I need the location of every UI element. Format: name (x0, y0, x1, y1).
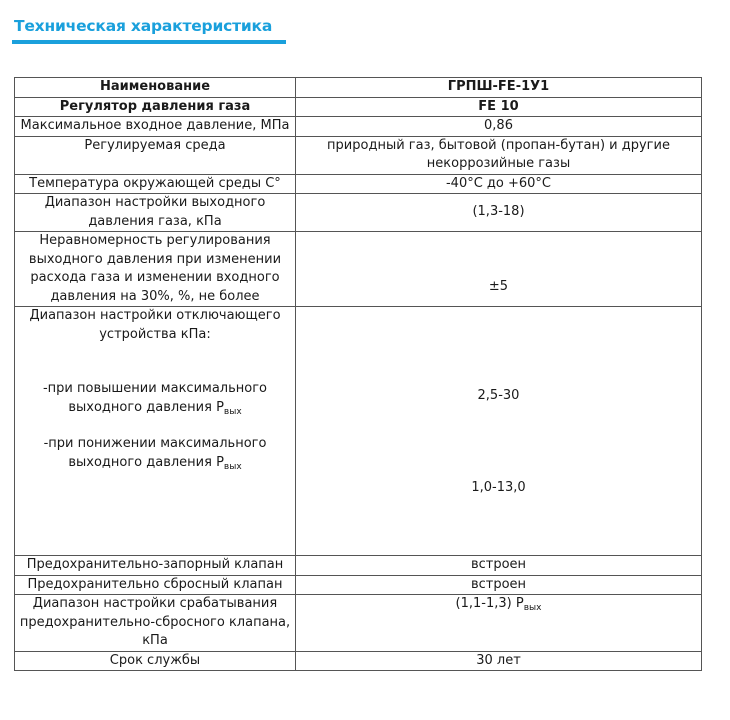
temperature-value: -40°С до +60°С (296, 174, 702, 194)
header-model-cell: ГРПШ-FE-1У1 (296, 78, 702, 98)
label-text: выходного давления Р (68, 399, 224, 415)
regulator-row (15, 97, 702, 117)
label-line (19, 454, 291, 473)
title-underline (12, 40, 286, 44)
table-row (15, 307, 702, 556)
subscript: вых (523, 603, 542, 613)
shutoff-increase-value: 2,5-30 (477, 388, 520, 403)
spec-table (14, 77, 702, 671)
unevenness-label (15, 232, 296, 307)
safety-shutoff-value: встроен (296, 556, 702, 576)
service-life-label: Срок службы (15, 651, 296, 671)
label-line (19, 399, 291, 418)
safety-relief-value: встроен (296, 575, 702, 595)
shutoff-decrease-value: 1,0-13,0 (471, 479, 526, 495)
label-line: -при повышении максимального (42, 381, 268, 396)
service-life-value: 30 лет (296, 651, 702, 671)
label-line: расхода газа и изменении входного (30, 270, 280, 285)
label-line: устройства кПа: (99, 326, 211, 342)
label-line: -при понижении максимального (43, 436, 267, 451)
label-line: кПа (142, 633, 168, 648)
regulator-model: FE 10 (296, 97, 702, 117)
medium-value-line: некоррозийные газы (426, 156, 571, 171)
label-line: Диапазон настройки срабатывания (32, 596, 278, 611)
label-line: давления газа, кПа (88, 213, 222, 229)
label-line: Диапазон настройки отключающего (29, 308, 281, 323)
table-header-row (15, 78, 702, 98)
header-name-cell: Наименование (15, 78, 296, 98)
max-inlet-label: Максимальное входное давление, МПа (15, 117, 296, 137)
table-row (15, 136, 702, 174)
unevenness-value: ±5 (296, 232, 702, 307)
table-row (15, 194, 702, 232)
outlet-range-value: (1,3-18) (296, 194, 702, 232)
medium-value-line: природный газ, бытовой (пропан-бутан) и другие (327, 137, 670, 153)
table-row (15, 556, 702, 576)
medium-label: Регулируемая среда (15, 136, 296, 174)
table-row (15, 651, 702, 671)
label-line: выходного давления при изменении (28, 251, 282, 267)
safety-shutoff-label: Предохранительно-запорный клапан (15, 556, 296, 576)
table-row (15, 575, 702, 595)
label-line: предохранительно-сбросного клапана, (19, 614, 291, 630)
temperature-label: Температура окружающей среды С° (15, 174, 296, 194)
outlet-range-label (15, 194, 296, 232)
table-row (15, 595, 702, 652)
shutoff-values (296, 307, 702, 556)
table-row (15, 232, 702, 307)
table-row (15, 117, 702, 137)
value-text: (1,1-1,3) Р (455, 596, 524, 611)
relief-range-value (296, 595, 702, 652)
label-line: Диапазон настройки выходного (44, 195, 266, 210)
subscript: вых (223, 406, 242, 417)
max-inlet-value: 0,86 (296, 117, 702, 137)
section-title: Техническая характеристика (14, 17, 273, 35)
regulator-label: Регулятор давления газа (15, 97, 296, 117)
label-line: давления на 30%, %, не более (50, 288, 260, 304)
safety-relief-label: Предохранительно сбросный клапан (15, 575, 296, 595)
shutoff-label (15, 307, 296, 556)
label-line: Неравномерность регулирования (39, 233, 271, 248)
relief-range-label (15, 595, 296, 652)
subscript: вых (223, 461, 242, 472)
table-row (15, 174, 702, 194)
label-text: выходного давления Р (68, 454, 224, 470)
medium-value (296, 136, 702, 174)
